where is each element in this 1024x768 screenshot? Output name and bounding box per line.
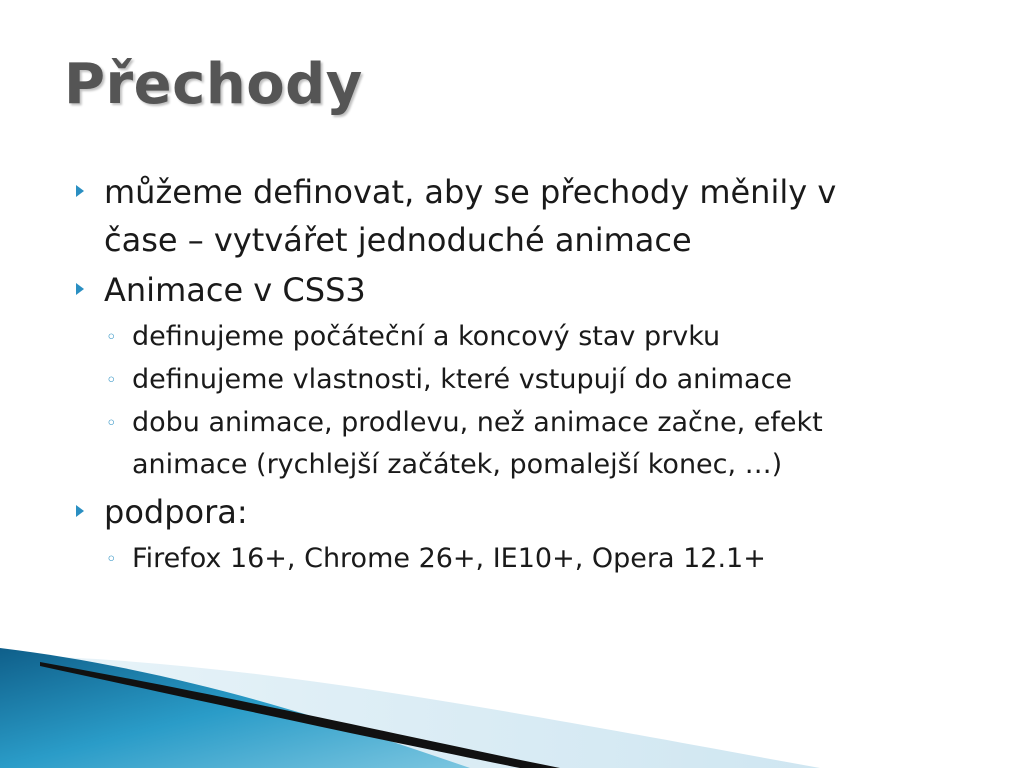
circle-outline-icon: ◦ xyxy=(106,327,117,348)
sub-bullet-item xyxy=(76,402,976,486)
bullet-text-line: můžeme definovat, aby se přechody měnily v xyxy=(104,173,837,211)
triangle-right-icon xyxy=(76,185,84,197)
bullet-item xyxy=(76,168,976,264)
bullet-item xyxy=(76,266,976,314)
decorative-wave-graphic xyxy=(0,600,1024,768)
sub-bullet-text: Firefox 16+, Chrome 26+, IE10+, Opera 12.1+ xyxy=(132,543,766,574)
sub-bullet-item xyxy=(76,538,976,580)
sub-bullet-text: definujeme vlastnosti, které vstupují do animace xyxy=(132,364,793,395)
circle-outline-icon: ◦ xyxy=(106,413,117,434)
sub-bullet-text-line: dobu animace, prodlevu, než animace začne, efekt xyxy=(132,407,823,438)
triangle-right-icon xyxy=(76,283,84,295)
bullet-text: Animace v CSS3 xyxy=(104,271,366,309)
slide-content xyxy=(76,168,976,580)
sub-bullet-text-line: animace (rychlejší začátek, pomalejší konec, …) xyxy=(132,449,783,480)
slide-title: Přechody xyxy=(64,52,363,117)
circle-outline-icon: ◦ xyxy=(106,549,117,570)
bullet-text-line: čase – vytvářet jednoduché animace xyxy=(104,221,692,259)
sub-bullet-item xyxy=(76,359,976,401)
circle-outline-icon: ◦ xyxy=(106,370,117,391)
bullet-text: podpora: xyxy=(104,493,248,531)
bullet-item xyxy=(76,488,976,536)
sub-bullet-text: definujeme počáteční a koncový stav prvku xyxy=(132,321,721,352)
triangle-right-icon xyxy=(76,505,84,517)
sub-bullet-item xyxy=(76,316,976,358)
